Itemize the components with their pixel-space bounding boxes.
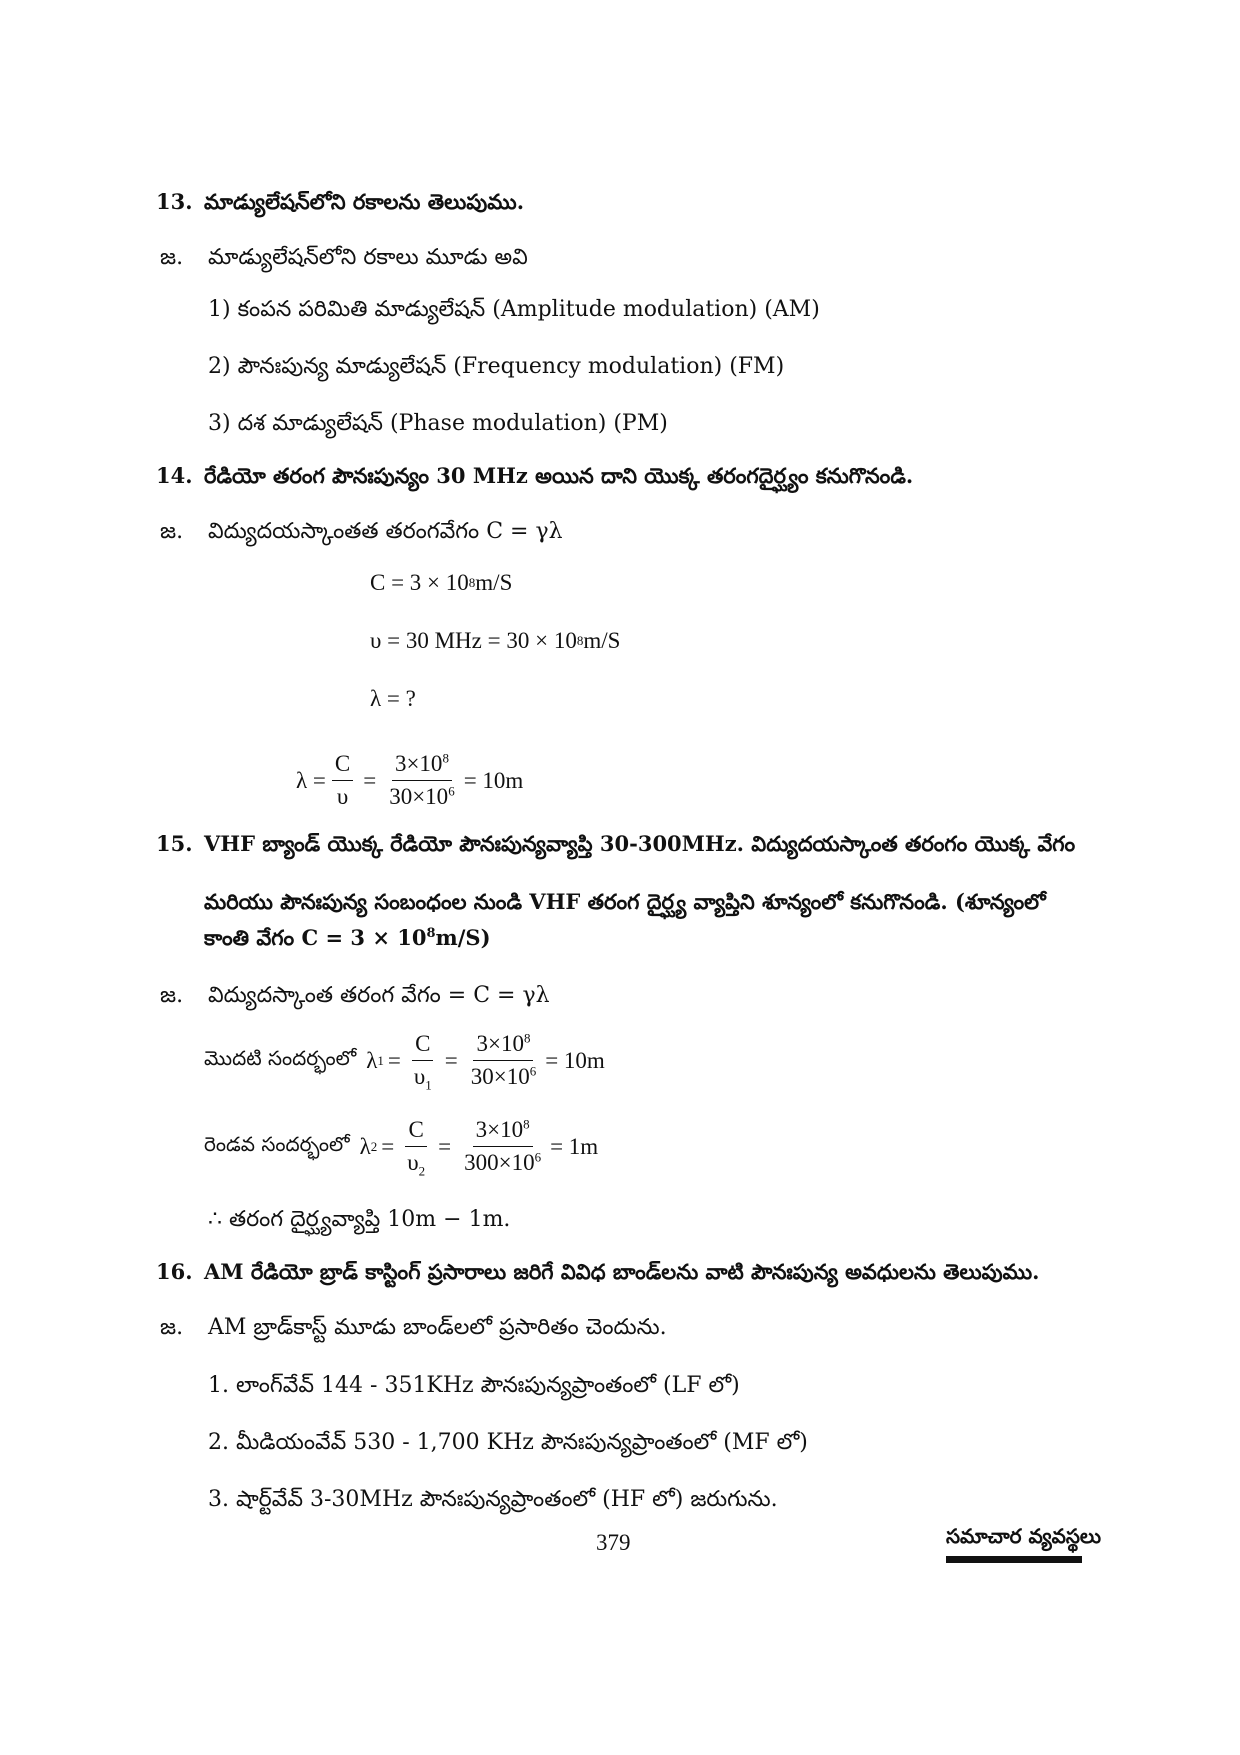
fraction: $\frac{C}{\upsilon_2}$ (407, 1117, 426, 1179)
equation-frequency: υ = 30 MHz = 30 × 10 8 m/S (370, 628, 621, 653)
list-item: 1) కంపన పరిమితి మాడ్యులేషన్ (Amplitude modulation) (AM) (208, 297, 820, 322)
conclusion-text: ∴ తరంగ దైర్ఘ్యవ్యాప్తి 10m − 1m. (208, 1207, 511, 1232)
answer-text: మాడ్యులేషన్‌లోని రకాలు మూడు అవి (208, 245, 528, 270)
question-text-line: కాంతి వేగం $C = 3 \times 10^8m/S$) (204, 925, 491, 950)
equation-wavelength: λ = $\frac{C}{\upsilon}$ = $\frac{3\times 10^8}{30\times 10^6}$ = 10m (296, 750, 524, 809)
question-number: 13. (156, 189, 193, 214)
answer-16-intro (160, 1312, 667, 1344)
question-text: AM రేడియో బ్రాడ్ కాస్టింగ్ ప్రసారాలు జరిగే వివిధ బాండ్‌లను వాటి పౌనఃపున్య అవధులను తెలుపుము. (204, 1259, 1040, 1284)
question-16 (156, 1256, 1039, 1288)
chapter-title: సమాచార వ్యవస్థలు (946, 1524, 1102, 1548)
fraction: $\frac{3\times 10^8}{30\times 10^6}$ (389, 750, 455, 809)
fraction: $\frac{3\times 10^8}{30\times 10^6}$ (470, 1030, 537, 1089)
answer-text: విద్యుదస్కాంత తరంగ వేగం = C = γλ (208, 983, 550, 1008)
list-item: 3. షార్ట్‌వేవ్ 3-30MHz పౌనఃపున్యప్రాంతంలో (HF లో) జరుగును. (208, 1487, 778, 1512)
answer-text: AM బ్రాడ్‌కాస్ట్ మూడు బాండ్‌లలో ప్రసారితం చెందును. (208, 1315, 667, 1340)
answer-text: విద్యుదయస్కాంతత తరంగవేగం C = γλ (208, 519, 563, 544)
question-number: 14. (156, 463, 193, 488)
list-item: 1. లాంగ్‌వేవ్ 144 - 351KHz పౌనఃపున్యప్రాంతంలో (LF లో) (208, 1373, 740, 1398)
question-text-line: VHF బ్యాండ్ యొక్క రేడియో పౌనఃపున్యవ్యాప్తి 30-300MHz. విద్యుదయస్కాంత తరంగం యొక్క వేగం (204, 831, 1076, 856)
footer-rule (946, 1556, 1082, 1563)
fraction: $\frac{3\times 10^8}{300\times 10^6}$ (464, 1116, 542, 1175)
equation-speed: C = 3 × 10 8 m/S (370, 570, 513, 595)
fraction: $\frac{C}{\upsilon}$ (332, 750, 353, 811)
page-number: 379 (596, 1530, 631, 1555)
question-number: 16. (156, 1259, 193, 1284)
list-item: 3) దశ మాడ్యులేషన్ (Phase modulation) (PM) (208, 411, 668, 436)
question-13 (156, 186, 524, 218)
equation-unknown: λ = ? (370, 686, 416, 711)
question-text-line: మరియు పౌనఃపున్య సంబంధంల నుండి VHF తరంగ దైర్ఘ్య వ్యాప్తిని శూన్యంలో కనుగొనండి. (శూన్యంలో (204, 889, 1046, 914)
answer-15-intro (160, 980, 550, 1012)
question-text: మాడ్యులేషన్‌లోని రకాలను తెలుపుము. (204, 189, 525, 214)
answer-label: జ. (160, 245, 184, 270)
fraction: $\frac{C}{\upsilon_1}$ (413, 1031, 432, 1093)
answer-label: జ. (160, 1315, 184, 1340)
question-number: 15. (156, 831, 193, 856)
question-14 (156, 460, 913, 492)
equation-case-1: మొదటి సందర్భంలో λ 1 = $\frac{C}{\upsilon_1}$ = $\frac{3\times 10^8}{30\times 10^6}$ = 10m (204, 1030, 605, 1093)
list-item: 2. మీడియంవేవ్ 530 - 1,700 KHz పౌనఃపున్యప్రాంతంలో (MF లో) (208, 1430, 808, 1455)
list-item: 2) పౌనఃపున్య మాడ్యులేషన్ (Frequency modulation) (FM) (208, 354, 785, 379)
equation-case-2: రెండవ సందర్భంలో λ 2 = $\frac{C}{\upsilon_2}$ = $\frac{3\times 10^8}{300\times 10^6}$ = 1m (204, 1116, 599, 1179)
answer-14-intro (160, 516, 563, 548)
question-text: రేడియో తరంగ పౌనఃపున్యం 30 MHz అయిన దాని యొక్క తరంగదైర్ఘ్యం కనుగొనండి. (204, 463, 914, 488)
answer-label: జ. (160, 519, 184, 544)
question-15 (156, 828, 1075, 860)
answer-13-intro (160, 242, 528, 274)
answer-label: జ. (160, 983, 184, 1008)
